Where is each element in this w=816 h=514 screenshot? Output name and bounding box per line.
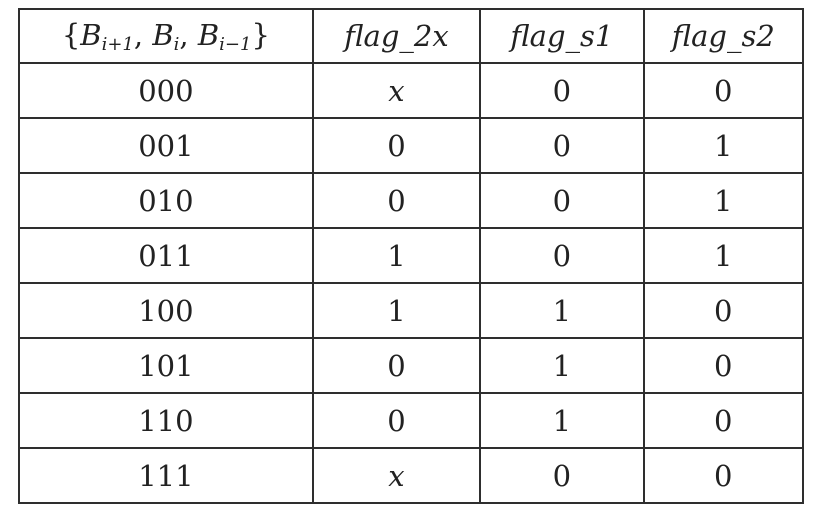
header-flag-s1: flag_s1	[480, 9, 643, 63]
bits-cell: 010	[19, 173, 313, 228]
flag-2x-cell: 0	[313, 118, 480, 173]
table-row	[19, 338, 803, 393]
bits-cell: 000	[19, 63, 313, 118]
flag-s1-cell: 1	[480, 393, 643, 448]
bits-cell: 011	[19, 228, 313, 283]
table-row	[19, 63, 803, 118]
flag-2x-cell: 0	[313, 393, 480, 448]
bits-cell: 001	[19, 118, 313, 173]
bits-cell: 111	[19, 448, 313, 503]
table-row	[19, 448, 803, 503]
flag-s1-cell: 0	[480, 118, 643, 173]
flag-s1-cell: 0	[480, 63, 643, 118]
header-bits: {$B_{i+1}$, $B_i$, $B_{i-1}$}	[19, 9, 313, 63]
flag-s2-cell: 0	[644, 63, 803, 118]
flag-s2-cell: 0	[644, 338, 803, 393]
bits-cell: 110	[19, 393, 313, 448]
flag-s2-cell: 0	[644, 448, 803, 503]
table-row	[19, 118, 803, 173]
flag-s1-cell: 0	[480, 228, 643, 283]
table-row	[19, 393, 803, 448]
flag-s2-cell: 1	[644, 228, 803, 283]
flag-2x-cell: x	[313, 448, 480, 503]
flag-2x-cell: x	[313, 63, 480, 118]
table-row	[19, 173, 803, 228]
flag-2x-cell: 0	[313, 173, 480, 228]
table-row	[19, 283, 803, 338]
flag-s2-cell: 1	[644, 173, 803, 228]
flag-s2-cell: 0	[644, 283, 803, 338]
flag-s1-cell: 1	[480, 338, 643, 393]
flag-2x-cell: 0	[313, 338, 480, 393]
header-flag-s2: flag_s2	[644, 9, 803, 63]
bits-cell: 100	[19, 283, 313, 338]
flag-2x-cell: 1	[313, 228, 480, 283]
flag-s1-cell: 1	[480, 283, 643, 338]
header-flag-2x: flag_2x	[313, 9, 480, 63]
flag-s1-cell: 0	[480, 448, 643, 503]
truth-table	[18, 8, 804, 504]
flag-s1-cell: 0	[480, 173, 643, 228]
header-row	[19, 9, 803, 63]
table-row	[19, 228, 803, 283]
bits-cell: 101	[19, 338, 313, 393]
flag-2x-cell: 1	[313, 283, 480, 338]
flag-s2-cell: 0	[644, 393, 803, 448]
flag-s2-cell: 1	[644, 118, 803, 173]
truth-table-container	[18, 8, 804, 504]
